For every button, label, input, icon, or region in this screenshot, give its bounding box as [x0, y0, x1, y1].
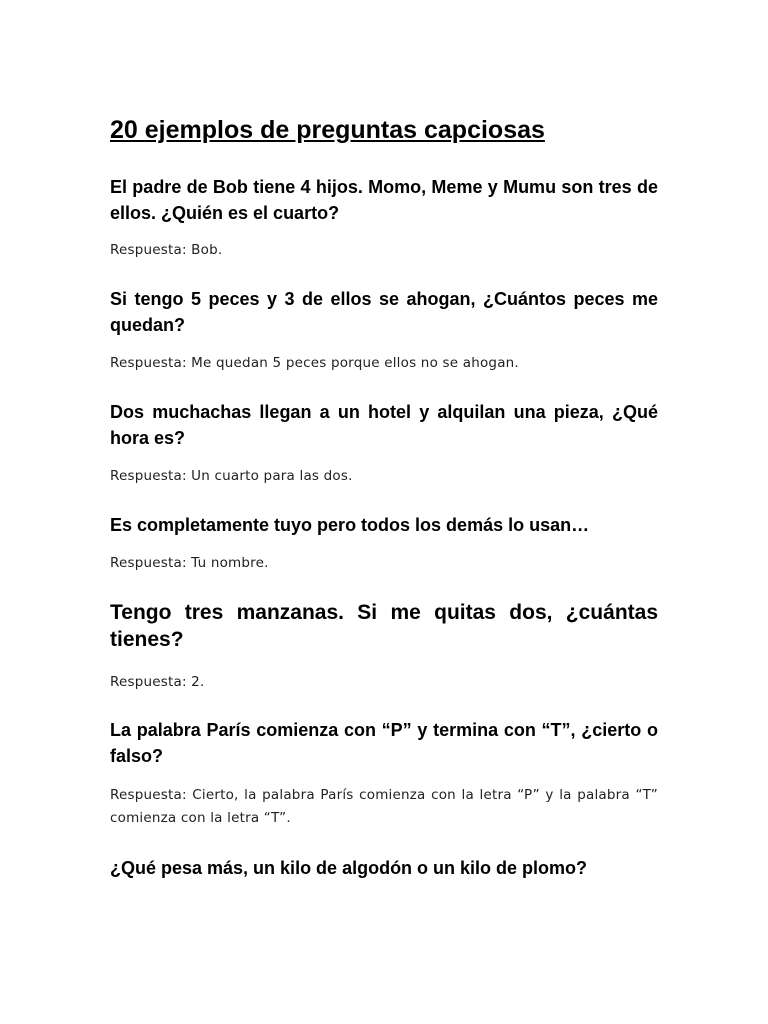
answer-1: Respuesta: Bob.	[110, 242, 223, 258]
question-2: Si tengo 5 peces y 3 de ellos se ahogan, ¿Cuántos peces me quedan?	[110, 289, 658, 335]
document-title: 20 ejemplos de preguntas capciosas	[110, 116, 545, 144]
answer-3: Respuesta: Un cuarto para las dos.	[110, 468, 353, 484]
question-6: La palabra París comienza con “P” y termina con “T”, ¿cierto o falso?	[110, 720, 658, 766]
question-3: Dos muchachas llegan a un hotel y alquilan una pieza, ¿Qué hora es?	[110, 402, 658, 448]
answer-4: Respuesta: Tu nombre.	[110, 555, 269, 571]
question-4: Es completamente tuyo pero todos los demás lo usan…	[110, 515, 590, 535]
question-1: El padre de Bob tiene 4 hijos. Momo, Meme y Mumu son tres de ellos. ¿Quién es el cuarto?	[110, 177, 658, 223]
question-7: ¿Qué pesa más, un kilo de algodón o un kilo de plomo?	[110, 858, 588, 878]
answer-5: Respuesta: 2.	[110, 674, 205, 690]
answer-2: Respuesta: Me quedan 5 peces porque ellos no se ahogan.	[110, 355, 519, 371]
answer-6: Respuesta: Cierto, la palabra París comienza con la letra “P” y la palabra “T” comienza con la letra “T”.	[110, 787, 658, 826]
question-5: Tengo tres manzanas. Si me quitas dos, ¿cuántas tienes?	[110, 601, 658, 651]
